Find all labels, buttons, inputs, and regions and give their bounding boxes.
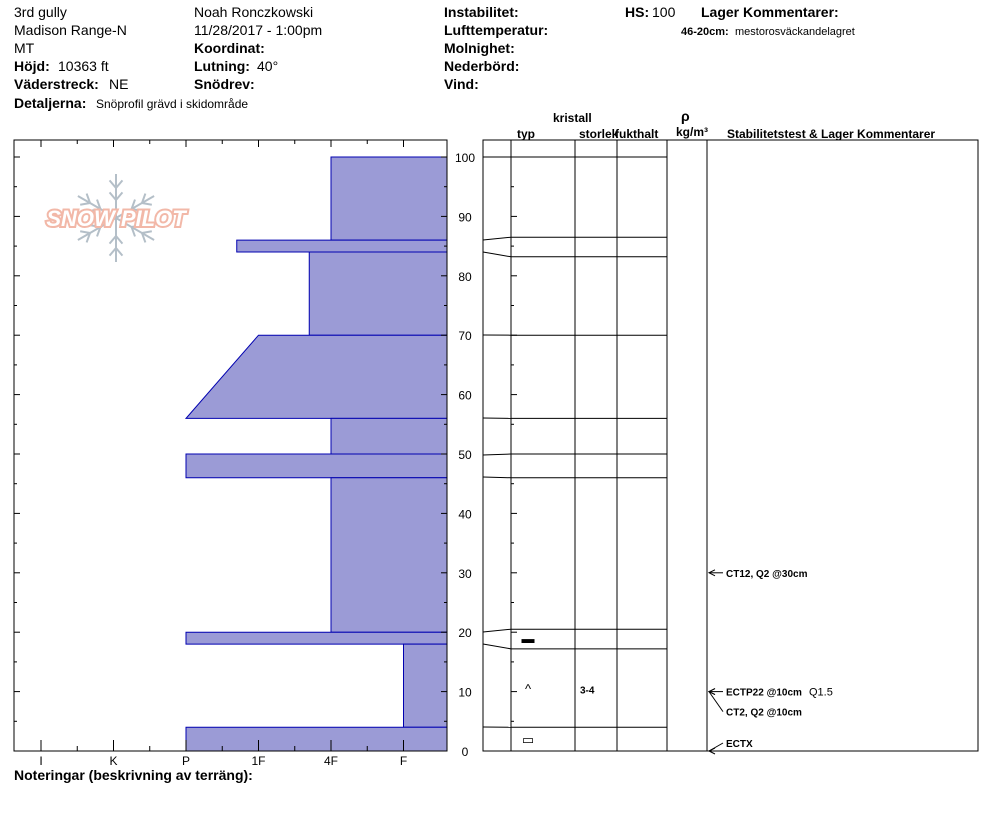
location-name: 3rd gully (14, 4, 67, 20)
y-tick-label: 0 (461, 745, 469, 759)
range-name: Madison Range-N (14, 22, 127, 38)
aspect-label: Väderstreck: (14, 76, 99, 92)
layer-boundary-connector (483, 629, 511, 632)
stability-pointer (709, 692, 723, 712)
column-header-size: storlek (579, 127, 619, 141)
x-tick-label: F (399, 754, 408, 768)
details-label: Detaljerna: (14, 95, 87, 111)
snowflake-branch (142, 203, 152, 205)
snowflake-branch (142, 231, 152, 233)
stability-test-label: ECTX (726, 739, 753, 750)
layer-comment-range: 46-20cm: (681, 26, 729, 38)
details-value: Snöprofil grävd i skidområde (96, 97, 249, 111)
stability-test-label: CT12, Q2 @30cm (726, 568, 808, 580)
y-tick-label: 90 (458, 210, 472, 225)
snowflake-branch (80, 231, 90, 233)
x-tick-label: 1F (251, 754, 266, 768)
column-header-type: typ (517, 127, 535, 141)
precip-label: Nederbörd: (444, 58, 520, 74)
table-frame (483, 140, 978, 751)
layer-table (483, 140, 978, 751)
wind-label: Vind: (444, 76, 479, 92)
coordinate-label: Koordinat: (194, 40, 265, 56)
grain-size-label: 3-4 (580, 685, 595, 697)
layer-comment-text: mestorosväckandelagret (735, 26, 855, 38)
observer-name: Noah Ronczkowski (194, 4, 314, 20)
hardness-layer (309, 252, 447, 335)
stability-tests (709, 569, 833, 754)
y-tick-label: 60 (458, 388, 472, 403)
hardness-layer (331, 157, 447, 240)
column-header-density-unit: kg/m³ (676, 125, 709, 139)
x-tick-label: K (109, 754, 118, 768)
elevation-label: Höjd: (14, 58, 50, 74)
logo-text: SNOW PILOT (46, 206, 186, 231)
layer-boundary-connector (483, 237, 511, 240)
column-header-crystal: kristall (553, 111, 592, 125)
cloud-label: Molnighet: (444, 40, 515, 56)
state-name: MT (14, 40, 35, 56)
y-tick-label: 80 (458, 269, 472, 284)
y-tick-label: 70 (458, 329, 472, 344)
slope-label: Lutning: (194, 58, 250, 74)
y-tick-label: 20 (458, 626, 472, 641)
x-tick-label: I (39, 754, 43, 768)
hs-label: HS: (625, 4, 650, 20)
layer-boundary-connector (483, 454, 511, 455)
y-tick-label: 100 (454, 151, 476, 165)
x-tick-label: P (181, 754, 191, 768)
layer-boundary-connector (483, 644, 511, 649)
notes-label: Noteringar (beskrivning av terräng): (14, 767, 253, 783)
layer-boundary-connector (483, 477, 511, 478)
grain-type-mark: ▬ (521, 631, 535, 647)
y-tick-label: 40 (458, 507, 472, 522)
hs-value: 100 (652, 4, 676, 20)
y-tick-label: 50 (458, 448, 472, 462)
hardness-layer (186, 335, 447, 418)
stability-test-extra: Q1.5 (809, 686, 833, 699)
y-tick-label: 30 (458, 566, 472, 581)
elevation-value: 10363 ft (58, 58, 109, 74)
instability-label: Instabilitet: (444, 4, 519, 20)
hardness-layer (186, 727, 447, 751)
hardness-layer (331, 478, 447, 632)
snowpilot-logo (46, 174, 187, 262)
grain-type-mark: ▭ (521, 732, 535, 748)
stability-test-label: CT2, Q2 @10cm (726, 707, 802, 719)
column-header-moisture: fukthalt (615, 127, 659, 141)
layer-comments-label: Lager Kommentarer: (701, 4, 839, 20)
layer-boundary-connector (483, 252, 511, 257)
hardness-layer (404, 644, 448, 727)
hardness-layer (186, 632, 447, 644)
y-tick-label: 10 (458, 685, 472, 700)
observation-datetime: 11/28/2017 - 1:00pm (194, 22, 323, 38)
column-header-rho: ρ (681, 108, 690, 124)
x-tick-label: 4F (323, 754, 339, 768)
drift-label: Snödrev: (194, 76, 255, 92)
hardness-bars (186, 157, 447, 751)
hardness-layer (331, 418, 447, 454)
grain-type-mark: ^ (524, 681, 532, 697)
snowflake-branch (80, 203, 90, 205)
slope-value: 40° (257, 58, 279, 74)
column-header-stability: Stabilitetstest & Lager Kommentarer (727, 127, 936, 141)
hardness-layer (186, 454, 447, 478)
stability-test-label: ECTP22 @10cm (726, 687, 802, 699)
aspect-value: NE (109, 76, 129, 92)
airtemp-label: Lufttemperatur: (444, 22, 549, 38)
hardness-layer (237, 240, 447, 252)
